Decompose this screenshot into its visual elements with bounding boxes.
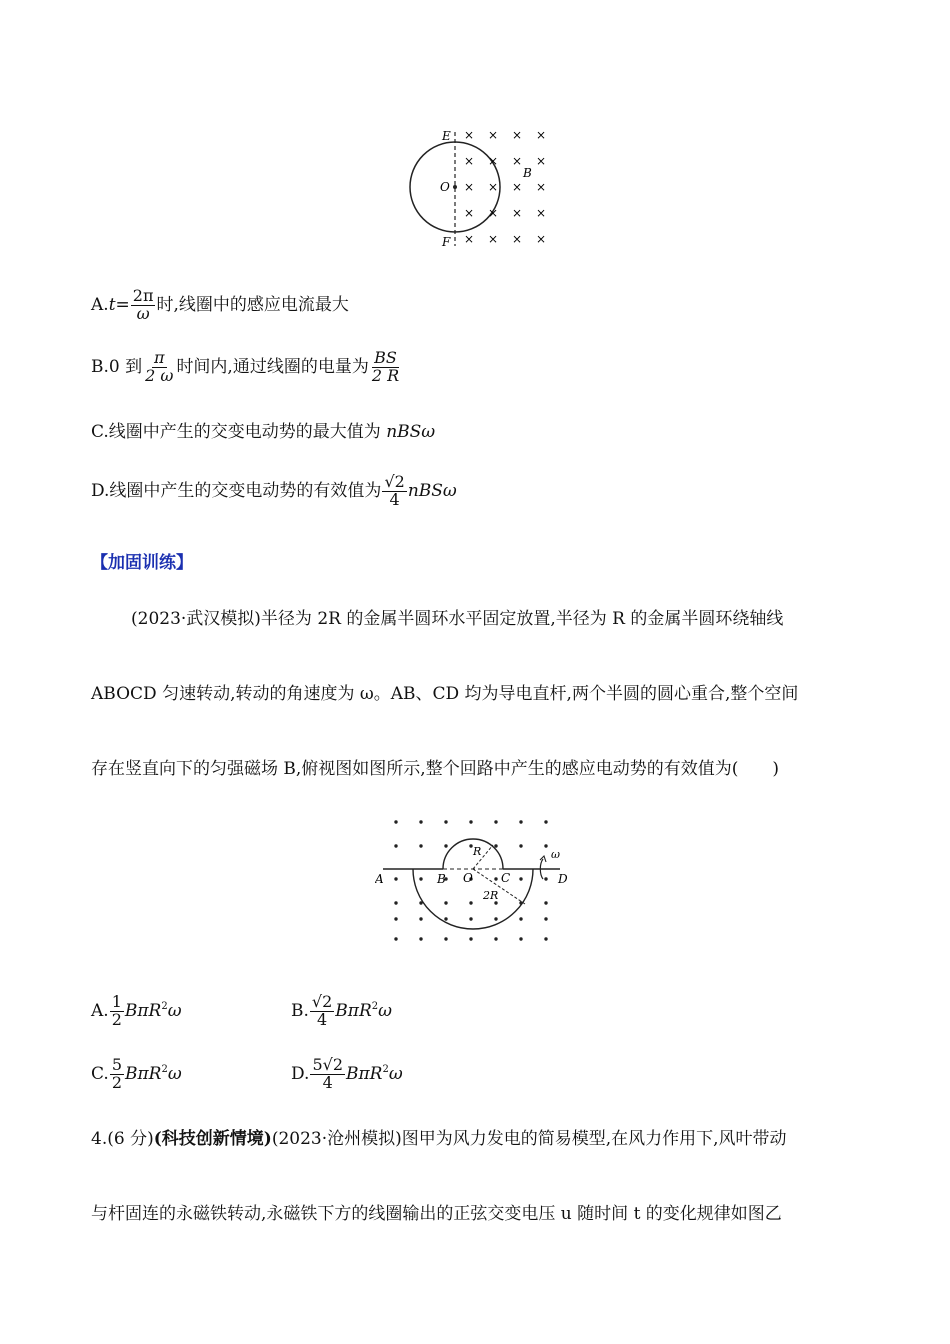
figure-coil-field bbox=[400, 120, 560, 255]
label-o2: O bbox=[463, 871, 473, 885]
field-dot bbox=[519, 917, 522, 920]
field-cross: × bbox=[464, 154, 475, 168]
label-a: A bbox=[375, 872, 384, 886]
field-cross: × bbox=[512, 180, 523, 194]
large-semicircle bbox=[413, 869, 533, 929]
field-cross: × bbox=[488, 232, 499, 246]
field-dot bbox=[519, 937, 522, 940]
field-dot bbox=[494, 937, 497, 940]
option1-c: C.线圈中产生的交变电动势的最大值为 nBSω bbox=[91, 422, 436, 442]
field-cross: × bbox=[488, 154, 499, 168]
figure-semicircles bbox=[375, 812, 575, 952]
option2-c: C. $\frac{5}{2}$ BπR$^2$ω bbox=[91, 1055, 182, 1092]
field-cross: × bbox=[512, 154, 523, 168]
field-cross: × bbox=[464, 128, 475, 142]
field-dot bbox=[494, 917, 497, 920]
problem-line-3: 存在竖直向下的匀强磁场 B,俯视图如图所示,整个回路中产生的感应电动势的有效值为( ) bbox=[91, 759, 779, 779]
field-cross: × bbox=[512, 128, 523, 142]
field-dot bbox=[419, 877, 422, 880]
problem-line-2: ABOCD 匀速转动,转动的角速度为 ω。AB、CD 均为导电直杆,两个半圆的圆心重合,整个空间 bbox=[91, 684, 799, 704]
label-d: D bbox=[558, 872, 568, 886]
field-dot bbox=[419, 937, 422, 940]
label-o: O bbox=[440, 180, 450, 194]
field-dot bbox=[419, 844, 422, 847]
field-cross: × bbox=[536, 206, 547, 220]
option1-d: D.线圈中产生的交变电动势的有效值为 $\frac{√2}{4}$ nBSω bbox=[91, 472, 457, 509]
question4-line-2: 与杆固连的永磁铁转动,永磁铁下方的线圈输出的正弦交变电压 u 随时间 t 的变化规律如图乙 bbox=[91, 1204, 782, 1224]
field-dot bbox=[519, 820, 522, 823]
option2-b: B. $\frac{√2}{4}$ BπR$^2$ω bbox=[291, 992, 392, 1029]
field-dot bbox=[444, 937, 447, 940]
section-title: 【加固训练】 bbox=[91, 553, 193, 573]
field-dot bbox=[444, 901, 447, 904]
field-dot bbox=[419, 820, 422, 823]
field-dot bbox=[544, 917, 547, 920]
field-dot bbox=[444, 917, 447, 920]
field-dot bbox=[394, 877, 397, 880]
field-dot bbox=[519, 877, 522, 880]
field-dot bbox=[444, 844, 447, 847]
field-cross: × bbox=[488, 180, 499, 194]
field-dot bbox=[519, 844, 522, 847]
field-cross: × bbox=[512, 206, 523, 220]
label-e: E bbox=[442, 129, 451, 143]
field-dot bbox=[544, 901, 547, 904]
field-crosses bbox=[464, 128, 546, 246]
field-dot bbox=[469, 820, 472, 823]
problem-line-1: (2023·武汉模拟)半径为 2R 的金属半圆环水平固定放置,半径为 R 的金属半圆环绕轴线 bbox=[131, 609, 784, 629]
field-cross: × bbox=[536, 128, 547, 142]
field-cross: × bbox=[536, 232, 547, 246]
field-dot bbox=[494, 844, 497, 847]
field-dot bbox=[494, 820, 497, 823]
field-dot bbox=[394, 820, 397, 823]
field-dot bbox=[394, 901, 397, 904]
label-b2: B bbox=[437, 872, 446, 886]
label-f: F bbox=[442, 235, 451, 249]
field-cross: × bbox=[488, 128, 499, 142]
field-cross: × bbox=[536, 154, 547, 168]
field-dot bbox=[544, 844, 547, 847]
field-dot bbox=[394, 917, 397, 920]
option1-a: A.t= $\frac{2\pi}{\omega}$ 时,线圈中的感应电流最大 bbox=[91, 286, 349, 323]
label-b: B bbox=[523, 166, 532, 180]
field-dot bbox=[469, 937, 472, 940]
field-dot bbox=[544, 820, 547, 823]
field-dot bbox=[394, 844, 397, 847]
field-dot bbox=[494, 877, 497, 880]
option2-d: D. $\frac{5√2}{4}$ BπR$^2$ω bbox=[291, 1055, 403, 1092]
field-cross: × bbox=[536, 180, 547, 194]
field-dot bbox=[544, 877, 547, 880]
label-r: R bbox=[473, 845, 482, 858]
field-cross: × bbox=[488, 206, 499, 220]
field-dot bbox=[444, 820, 447, 823]
field-dot bbox=[469, 917, 472, 920]
label-c: C bbox=[501, 871, 511, 885]
field-cross: × bbox=[512, 232, 523, 246]
field-dot bbox=[544, 937, 547, 940]
option1-b: B.0 到 $\frac{\pi}{2 \omega}$ 时间内,通过线圈的电量为 $\frac{BS}{2 R}$ bbox=[91, 348, 400, 385]
field-cross: × bbox=[464, 232, 475, 246]
option2-a: A. $\frac{1}{2}$ BπR$^2$ω bbox=[91, 992, 182, 1029]
field-dot bbox=[419, 917, 422, 920]
label-omega: ω bbox=[551, 848, 560, 861]
field-dot bbox=[469, 901, 472, 904]
question4-line-1: 4.(6 分)(科技创新情境)(2023·沧州模拟)图甲为风力发电的简易模型,在风力作用下,风叶带动 bbox=[91, 1129, 787, 1149]
field-dot bbox=[394, 937, 397, 940]
label-2r: 2R bbox=[483, 889, 499, 902]
radius-2r bbox=[473, 869, 525, 904]
field-cross: × bbox=[464, 180, 475, 194]
field-cross: × bbox=[464, 206, 475, 220]
center-dot bbox=[453, 185, 457, 189]
